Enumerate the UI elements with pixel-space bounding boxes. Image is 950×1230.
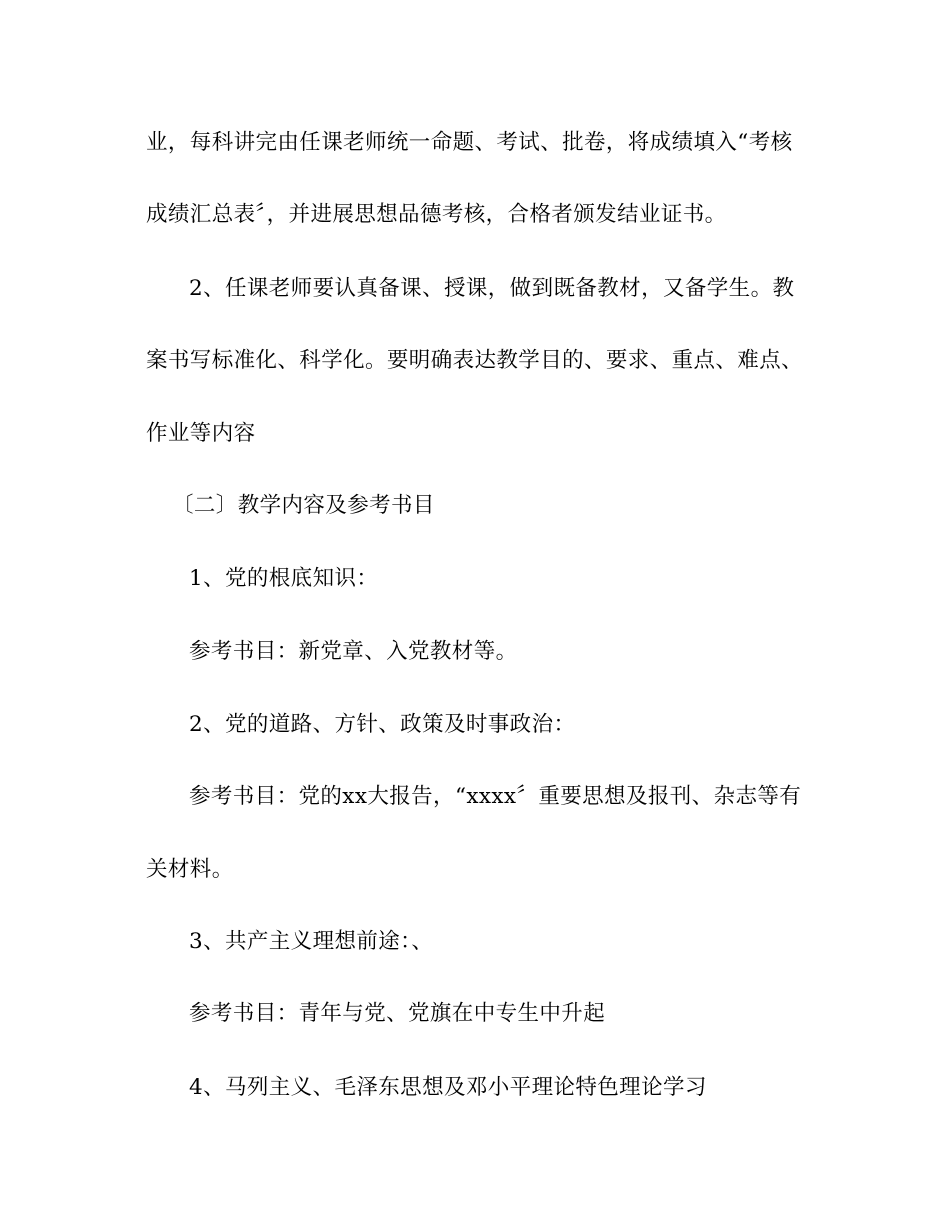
paragraph-text-line: 2、任课老师要认真备课、授课，做到既备教材，又备学生。教 bbox=[189, 276, 795, 301]
body-text-line: 关材料。 bbox=[146, 857, 234, 882]
section-heading: 〔二〕教学内容及参考书目 bbox=[172, 493, 435, 518]
list-item-heading: 1、党的根底知识： bbox=[189, 566, 379, 591]
body-text-line: 成绩汇总表〞，并进展思想品德考核，合格者颁发结业证书。 bbox=[146, 202, 727, 227]
reference-line: 参考书目：党的xx大报告，“xxxx〞重要思想及报刊、杂志等有 bbox=[189, 784, 802, 809]
list-item-heading: 3、共产主义理想前途：、 bbox=[189, 929, 434, 954]
list-item-heading: 2、党的道路、方针、政策及时事政治： bbox=[189, 712, 576, 737]
body-text-line: 作业等内容 bbox=[146, 421, 256, 446]
reference-line: 参考书目：青年与党、党旗在中专生中升起 bbox=[189, 1001, 606, 1026]
reference-line: 参考书目：新党章、入党教材等。 bbox=[189, 639, 518, 664]
body-text-line: 业，每科讲完由任课老师统一命题、考试、批卷，将成绩填入“考核 bbox=[146, 130, 793, 155]
list-item-heading: 4、马列主义、毛泽东思想及邓小平理论特色理论学习 bbox=[189, 1075, 707, 1100]
body-text-line: 案书写标准化、科学化。要明确表达教学目的、要求、重点、难点、 bbox=[146, 348, 804, 373]
